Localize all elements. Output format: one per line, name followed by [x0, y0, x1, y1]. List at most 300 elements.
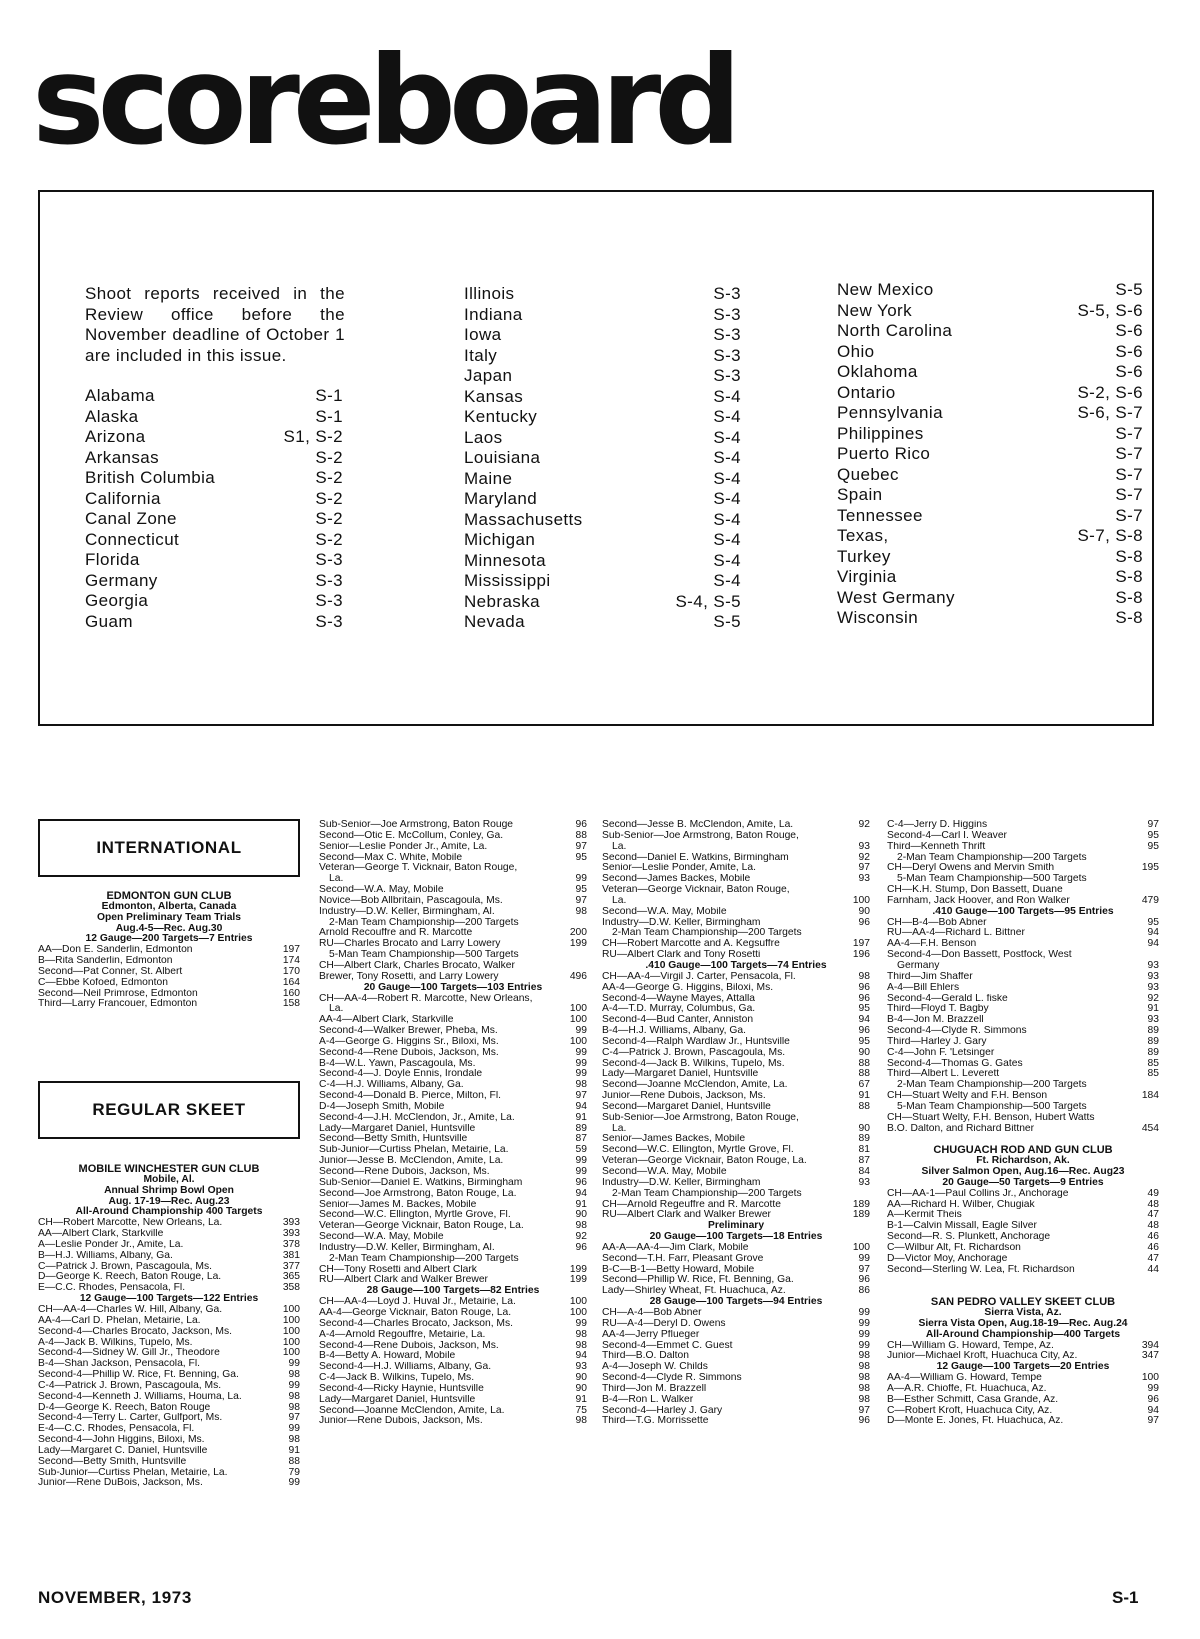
shooter-entry: Second-4—Sidney W. Gill Jr., Theodore	[38, 1348, 220, 1359]
result-line	[319, 1134, 587, 1145]
score: 97	[1147, 1416, 1159, 1427]
score: 100	[569, 1297, 587, 1308]
result-line	[319, 820, 587, 831]
score: 98	[288, 1391, 300, 1402]
score: 98	[858, 1394, 870, 1405]
score: 99	[858, 1340, 870, 1351]
score: 90	[575, 1383, 587, 1394]
score: 100	[569, 1004, 587, 1015]
shooter-entry: Industry—D.W. Keller, Birmingham, Al.	[319, 906, 495, 917]
index-entry	[85, 468, 343, 489]
result-line	[319, 950, 587, 961]
shooter-entry: Second—Rene Dubois, Jackson, Ms.	[319, 1167, 490, 1177]
shooter-entry: CH—William G. Howard, Tempe, Az.	[887, 1340, 1054, 1351]
score: 365	[282, 1272, 300, 1283]
score: 48	[1147, 1199, 1159, 1210]
shooter-entry: AA-4—Albert Clark, Starkville	[319, 1015, 454, 1026]
shooter-entry: Second—Betty Smith, Huntsville	[38, 1456, 187, 1467]
result-line	[38, 1327, 300, 1338]
result-line	[602, 939, 870, 950]
shooter-entry: Third—Harley J. Gary	[887, 1036, 987, 1047]
index-page-ref: S-3	[713, 366, 741, 385]
result-line	[887, 842, 1159, 853]
index-page-ref: S-4	[713, 530, 741, 549]
index-entry	[837, 547, 1143, 568]
score: 98	[575, 1080, 587, 1091]
shooter-entry: B-4—Betty A. Howard, Mobile	[319, 1351, 456, 1362]
index-entry	[464, 387, 741, 408]
index-entry	[464, 448, 741, 469]
shooter-entry: B—Esther Schmitt, Casa Grande, Az.	[887, 1394, 1059, 1405]
result-line	[602, 1167, 870, 1178]
score: 46	[1147, 1242, 1159, 1253]
score: 96	[858, 917, 870, 928]
shooter-entry: AA-4—George Vicknair, Baton Rouge, La.	[319, 1307, 512, 1318]
result-line	[887, 863, 1159, 874]
result-line	[887, 1102, 1159, 1113]
shooter-entry: Sub-Senior—Joe Armstrong, Baton Rouge	[319, 820, 514, 830]
shooter-entry: B-4—Ron L. Walker	[602, 1394, 694, 1405]
index-page-ref: S-3	[315, 611, 343, 631]
score: 49	[1147, 1188, 1159, 1199]
result-line	[602, 907, 870, 918]
shooter-entry: Veteran—George Vicknair, Baton Rouge,	[602, 885, 790, 896]
score: 95	[1147, 830, 1159, 841]
result-line	[319, 939, 587, 950]
score: 98	[288, 1402, 300, 1413]
index-page-ref: S-5	[1115, 280, 1143, 299]
result-line	[602, 863, 870, 874]
shooter-entry: CH—Robert Marcotte, New Orleans, La.	[38, 1218, 223, 1229]
result-line	[38, 999, 300, 1010]
event-heading: 20 Gauge—50 Targets—9 Entries	[942, 1176, 1104, 1188]
index-state: Ohio	[837, 341, 875, 361]
result-line	[602, 1048, 870, 1059]
score: 97	[858, 863, 870, 874]
score: 93	[575, 1362, 587, 1373]
shooter-entry: RU—Albert Clark and Tony Rosetti	[602, 950, 761, 961]
result-line	[319, 1037, 587, 1048]
shooter-entry: Sub-Senior—Daniel E. Watkins, Birmingham	[319, 1177, 523, 1188]
index-intro: Shoot reports received in the Review office before the November deadline of October 1 are included in this issue.	[85, 284, 345, 365]
shooter-entry: AA—Albert Clark, Starkville	[38, 1229, 164, 1240]
score: 47	[1147, 1210, 1159, 1221]
result-line	[602, 1156, 870, 1167]
result-line	[602, 1362, 870, 1373]
score: 98	[288, 1370, 300, 1381]
score: 96	[575, 1242, 587, 1253]
index-page-ref: S-3	[713, 284, 741, 303]
score: 197	[282, 945, 300, 956]
score: 347	[1141, 1351, 1159, 1362]
result-line	[887, 1384, 1159, 1395]
index-state: Spain	[837, 485, 883, 504]
score: 197	[852, 939, 870, 950]
result-line	[319, 1124, 587, 1135]
index-page-ref: S-2	[315, 488, 343, 508]
score	[584, 918, 587, 929]
index-entry	[837, 342, 1143, 363]
shooter-entry: Lady—Margaret Daniel, Huntsville	[602, 1069, 759, 1080]
shooter-entry: Third—Kenneth Thrift	[887, 841, 986, 852]
score: 94	[575, 1188, 587, 1199]
shooter-entry: La.	[329, 1004, 344, 1015]
score: 96	[858, 1026, 870, 1037]
score: 99	[858, 1318, 870, 1329]
index-entry	[837, 424, 1143, 445]
shooter-entry: Second-4—Rene Dubois, Jackson, Ms.	[319, 1047, 499, 1058]
shooter-entry: Brewer, Tony Rosetti, and Larry Lowery	[319, 971, 499, 982]
score	[584, 961, 587, 972]
index-entry	[464, 346, 741, 367]
shooter-entry: Veteran—George Vicknair, Baton Rouge, La.	[319, 1221, 524, 1232]
result-line	[602, 1091, 870, 1102]
score: 88	[858, 1069, 870, 1080]
shooter-entry: Second—Betty Smith, Huntsville	[319, 1134, 468, 1145]
score: 100	[282, 1315, 300, 1326]
shooter-entry: Second-4—Don Bassett, Postfock, West	[887, 950, 1072, 961]
index-entry	[464, 612, 741, 633]
index-entry	[464, 305, 741, 326]
score: 90	[858, 1047, 870, 1058]
index-page-ref: S-1	[315, 406, 343, 426]
index-state: Georgia	[85, 591, 149, 610]
shooter-entry: AA-4—F.H. Benson	[887, 939, 977, 950]
result-line	[887, 1113, 1159, 1124]
index-state: Mississippi	[464, 571, 551, 590]
result-line	[887, 961, 1159, 972]
result-line	[319, 1416, 587, 1427]
index-page-ref: S-2	[315, 529, 343, 549]
shooter-entry: Second—W.C. Ellington, Myrtle Grove, Fl.	[319, 1210, 511, 1221]
result-line	[319, 1254, 587, 1265]
event-heading: .410 Gauge—100 Targets—95 Entries	[932, 905, 1114, 917]
index-page-ref: S-2	[315, 509, 343, 528]
result-line	[602, 842, 870, 853]
score: 89	[1147, 1047, 1159, 1058]
index-state: Texas,	[837, 526, 889, 545]
result-line	[602, 1059, 870, 1070]
shooter-entry: Senior—James M. Backes, Mobile	[319, 1199, 477, 1210]
score: 48	[1147, 1221, 1159, 1232]
result-line	[319, 1330, 587, 1341]
result-line	[38, 945, 300, 956]
shooter-entry: Second-4—Walker Brewer, Pheba, Ms.	[319, 1026, 498, 1037]
shooter-entry: 2-Man Team Championship—200 Targets	[329, 917, 519, 928]
score: 99	[858, 1329, 870, 1340]
result-line	[38, 978, 300, 989]
shooter-entry: AA—Richard H. Wilber, Chugiak	[887, 1199, 1035, 1210]
shooter-entry: Senior—Leslie Ponder Jr., Amite, La.	[319, 841, 488, 852]
shooter-entry: Third—T.G. Morrissette	[602, 1416, 709, 1427]
result-line	[887, 1026, 1159, 1037]
event-heading: 20 Gauge—100 Targets—18 Entries	[649, 1231, 823, 1243]
shooter-entry: Novice—Bob Allbritain, Pascagoula, Ms.	[319, 895, 503, 906]
index-page-ref: S-3	[315, 550, 343, 569]
result-line	[319, 1395, 587, 1406]
shooter-entry: Veteran—George T. Vicknair, Baton Rouge,	[319, 863, 518, 874]
result-line	[602, 1178, 870, 1189]
index-entry	[837, 465, 1143, 486]
score: 100	[852, 895, 870, 906]
result-line	[319, 1026, 587, 1037]
score: 91	[858, 1091, 870, 1102]
page-number: S-1	[1112, 1588, 1139, 1607]
result-line	[887, 1037, 1159, 1048]
score: 189	[852, 1199, 870, 1210]
shooter-entry: C-4—John F. 'Letsinger	[887, 1047, 995, 1058]
result-line	[602, 1265, 870, 1276]
result-line	[38, 1392, 300, 1403]
score	[867, 1113, 870, 1124]
shooter-entry: Arnold Recouffre and R. Marcotte	[319, 928, 473, 939]
shooter-entry: 2-Man Team Championship—200 Targets	[329, 1253, 519, 1264]
index-entry	[837, 506, 1143, 527]
shooter-entry: Sub-Senior—Joe Armstrong, Baton Rouge,	[602, 830, 799, 841]
result-line	[319, 1167, 587, 1178]
results-column-4	[887, 820, 1159, 1427]
result-line	[602, 918, 870, 929]
score: 94	[1147, 939, 1159, 950]
event-heading: Silver Salmon Open, Aug.16—Rec. Aug23	[921, 1166, 1125, 1177]
score: 99	[575, 1318, 587, 1329]
shooter-entry: Second—W.A. May, Mobile	[602, 1167, 727, 1177]
shooter-entry: Second—T.H. Farr, Pleasant Grove	[602, 1253, 764, 1264]
result-line	[887, 1221, 1159, 1232]
result-line	[38, 989, 300, 1000]
shooter-entry: Junior—Rene Dubois, Jackson, Ms.	[319, 1416, 483, 1427]
index-entry	[837, 280, 1143, 301]
shooter-entry: Second—Phillip W. Rice, Ft. Benning, Ga.	[602, 1275, 794, 1286]
result-line	[887, 885, 1159, 896]
index-entry	[464, 428, 741, 449]
shooter-entry: CH—Arnold Regeuffre and R. Marcotte	[602, 1199, 781, 1210]
score: 94	[858, 1015, 870, 1026]
shooter-entry: Third—Jim Shaffer	[887, 971, 973, 982]
result-line	[319, 1384, 587, 1395]
shooter-entry: 5-Man Team Championship—500 Targets	[329, 950, 519, 961]
shooter-entry: C-4—Patrick J. Brown, Pascagoula, Ms.	[38, 1380, 222, 1391]
index-column-3	[837, 280, 1143, 629]
result-line	[602, 1351, 870, 1362]
score: 100	[282, 1304, 300, 1315]
result-line	[602, 1080, 870, 1091]
shooter-entry: 2-Man Team Championship—200 Targets	[897, 852, 1087, 863]
shooter-entry: Second-4—Donald B. Pierce, Milton, Fl.	[319, 1091, 501, 1102]
score: 98	[575, 1221, 587, 1232]
result-line	[602, 972, 870, 983]
score: 95	[858, 1036, 870, 1047]
shooter-entry: Second-4—Thomas G. Gates	[887, 1058, 1023, 1069]
result-line	[602, 1124, 870, 1135]
shooter-entry: Second-4—Phillip W. Rice, Ft. Benning, Ga.	[38, 1370, 239, 1381]
issue-date: NOVEMBER, 1973	[38, 1588, 192, 1607]
index-page-ref: S-4	[713, 571, 741, 590]
shooter-entry: Third—B.O. Dalton	[602, 1351, 689, 1362]
score: 97	[288, 1413, 300, 1424]
index-state: Nebraska	[464, 591, 540, 611]
shooter-entry: 5-Man Team Championship—500 Targets	[897, 874, 1087, 885]
shooter-entry: La.	[612, 841, 627, 852]
shooter-entry: A-4—Joseph W. Childs	[602, 1362, 708, 1373]
score: 98	[575, 1340, 587, 1351]
score: 90	[575, 1210, 587, 1221]
index-state: Iowa	[464, 325, 502, 344]
score: 96	[1147, 1394, 1159, 1405]
score: 100	[852, 1242, 870, 1253]
shooter-entry: Second-4—Charles Brocato, Jackson, Ms.	[319, 1318, 514, 1329]
shooter-entry: Second—James Backes, Mobile	[602, 874, 751, 885]
result-line	[887, 831, 1159, 842]
shooter-entry: Second—Margaret Daniel, Huntsville	[602, 1101, 771, 1112]
index-state: Alaska	[85, 406, 139, 426]
shooter-entry: Second-4—J.H. McClendon, Jr., Amite, La.	[319, 1112, 515, 1123]
score: 98	[858, 971, 870, 982]
result-line	[38, 1251, 300, 1262]
score: 199	[569, 1264, 587, 1275]
index-entry	[464, 284, 741, 305]
club-name: SAN PEDRO VALLEY SKEET CLUB	[930, 1296, 1116, 1309]
score: 479	[1141, 895, 1159, 906]
shooter-entry: Second-4—Carl I. Weaver	[887, 830, 1007, 841]
result-line	[319, 1232, 587, 1243]
score: 47	[1147, 1253, 1159, 1264]
result-line	[602, 1406, 870, 1417]
result-line	[38, 1403, 300, 1414]
result-line	[319, 907, 587, 918]
shooter-entry: Second-4—Clyde R. Simmons	[887, 1026, 1027, 1037]
index-state: Italy	[464, 345, 498, 365]
index-state: California	[85, 488, 161, 508]
shooter-entry: RU—Albert Clark and Walker Brewer	[602, 1210, 771, 1221]
index-state: Minnesota	[464, 550, 547, 570]
index-entry	[85, 407, 343, 428]
result-line	[319, 918, 587, 929]
result-line	[602, 1102, 870, 1113]
score: 87	[858, 1156, 870, 1167]
index-state: Wisconsin	[837, 608, 919, 627]
score: 160	[282, 988, 300, 999]
index-state: New York	[837, 300, 913, 320]
result-line	[887, 1373, 1159, 1384]
result-line	[319, 1048, 587, 1059]
score: 92	[575, 1232, 587, 1243]
index-entry	[837, 301, 1143, 322]
score: 91	[1147, 1004, 1159, 1015]
index-state: North Carolina	[837, 321, 953, 340]
score	[584, 950, 587, 961]
score: 89	[858, 1134, 870, 1145]
shooter-entry: E—C.C. Rhodes, Pensacola, Fl.	[38, 1283, 186, 1294]
index-page-ref: S-5, S-6	[1077, 300, 1143, 320]
shooter-entry: CH—Stuart Welty and F.H. Benson	[887, 1091, 1048, 1102]
score	[584, 863, 587, 874]
index-page-ref: S-8	[1115, 587, 1143, 607]
index-page-ref: S-6, S-7	[1077, 403, 1143, 422]
shooter-entry: Second-4—Emmet C. Guest	[602, 1340, 733, 1351]
index-entry	[464, 407, 741, 428]
score: 99	[575, 1156, 587, 1167]
shooter-entry: E-4—C.C. Rhodes, Pensacola, Fl.	[38, 1424, 195, 1435]
result-line	[319, 1221, 587, 1232]
result-line	[319, 1156, 587, 1167]
score: 93	[1147, 982, 1159, 993]
index-page-ref: S-4, S-5	[675, 591, 741, 611]
result-line	[319, 1080, 587, 1091]
result-line	[38, 1240, 300, 1251]
result-line	[887, 950, 1159, 961]
result-line	[38, 1446, 300, 1457]
result-line	[887, 994, 1159, 1005]
shooter-entry: Second-4—Clyde R. Simmons	[602, 1373, 742, 1384]
index-state: Alabama	[85, 386, 155, 405]
index-state: Connecticut	[85, 529, 180, 549]
score: 195	[1141, 863, 1159, 874]
shooter-entry: Industry—D.W. Keller, Birmingham	[602, 1177, 761, 1188]
result-line	[602, 1319, 870, 1330]
result-line	[319, 928, 587, 939]
index-entry	[464, 592, 741, 613]
score	[1156, 1102, 1159, 1113]
score	[1156, 853, 1159, 864]
result-line	[319, 831, 587, 842]
index-entry	[464, 510, 741, 531]
score: 377	[282, 1261, 300, 1272]
score: 88	[288, 1456, 300, 1467]
result-line	[319, 1373, 587, 1384]
shooter-entry: Industry—D.W. Keller, Birmingham, Al.	[319, 1242, 495, 1253]
result-line	[887, 1015, 1159, 1026]
score: 97	[858, 1264, 870, 1275]
event-heading: .410 Gauge—100 Targets—74 Entries	[645, 959, 827, 971]
shooter-entry: Third—Floyd T. Bagby	[887, 1004, 989, 1015]
index-page-ref: S-4	[713, 489, 741, 508]
shooter-entry: Junior—Rene DuBois, Jackson, Ms.	[38, 1478, 203, 1489]
score: 96	[858, 982, 870, 993]
result-line	[887, 1265, 1159, 1276]
score: 96	[858, 1275, 870, 1286]
shooter-entry: B-4—Shan Jackson, Pensacola, Fl.	[38, 1359, 200, 1370]
score: 46	[1147, 1232, 1159, 1243]
index-state: Virginia	[837, 567, 897, 586]
result-line	[319, 885, 587, 896]
result-line	[602, 994, 870, 1005]
index-state: Guam	[85, 611, 133, 631]
index-state: Canal Zone	[85, 509, 177, 528]
result-line	[602, 983, 870, 994]
score: 88	[858, 1058, 870, 1069]
index-state: Quebec	[837, 464, 899, 484]
index-column-2	[464, 284, 741, 633]
result-line	[602, 1416, 870, 1427]
index-column-1	[85, 386, 343, 632]
event-heading: 28 Gauge—100 Targets—82 Entries	[366, 1285, 540, 1297]
score	[1156, 874, 1159, 885]
result-line	[602, 1254, 870, 1265]
shooter-entry: Sub-Junior—Curtiss Phelan, Metairie, La.	[38, 1467, 228, 1478]
index-state: Louisiana	[464, 448, 541, 467]
index-page-ref: S-3	[713, 304, 741, 324]
score: 95	[858, 1004, 870, 1015]
score	[1156, 1113, 1159, 1124]
shooter-entry: RU—Charles Brocato and Larry Lowery	[319, 939, 501, 950]
index-entry	[837, 444, 1143, 465]
score: 174	[282, 956, 300, 967]
shooter-entry: A-4—George G. Higgins Sr., Biloxi, Ms.	[319, 1036, 499, 1047]
index-page-ref: S-8	[1115, 608, 1143, 627]
result-line	[38, 1424, 300, 1435]
shooter-entry: B-4—H.J. Williams, Albany, Ga.	[602, 1026, 747, 1037]
